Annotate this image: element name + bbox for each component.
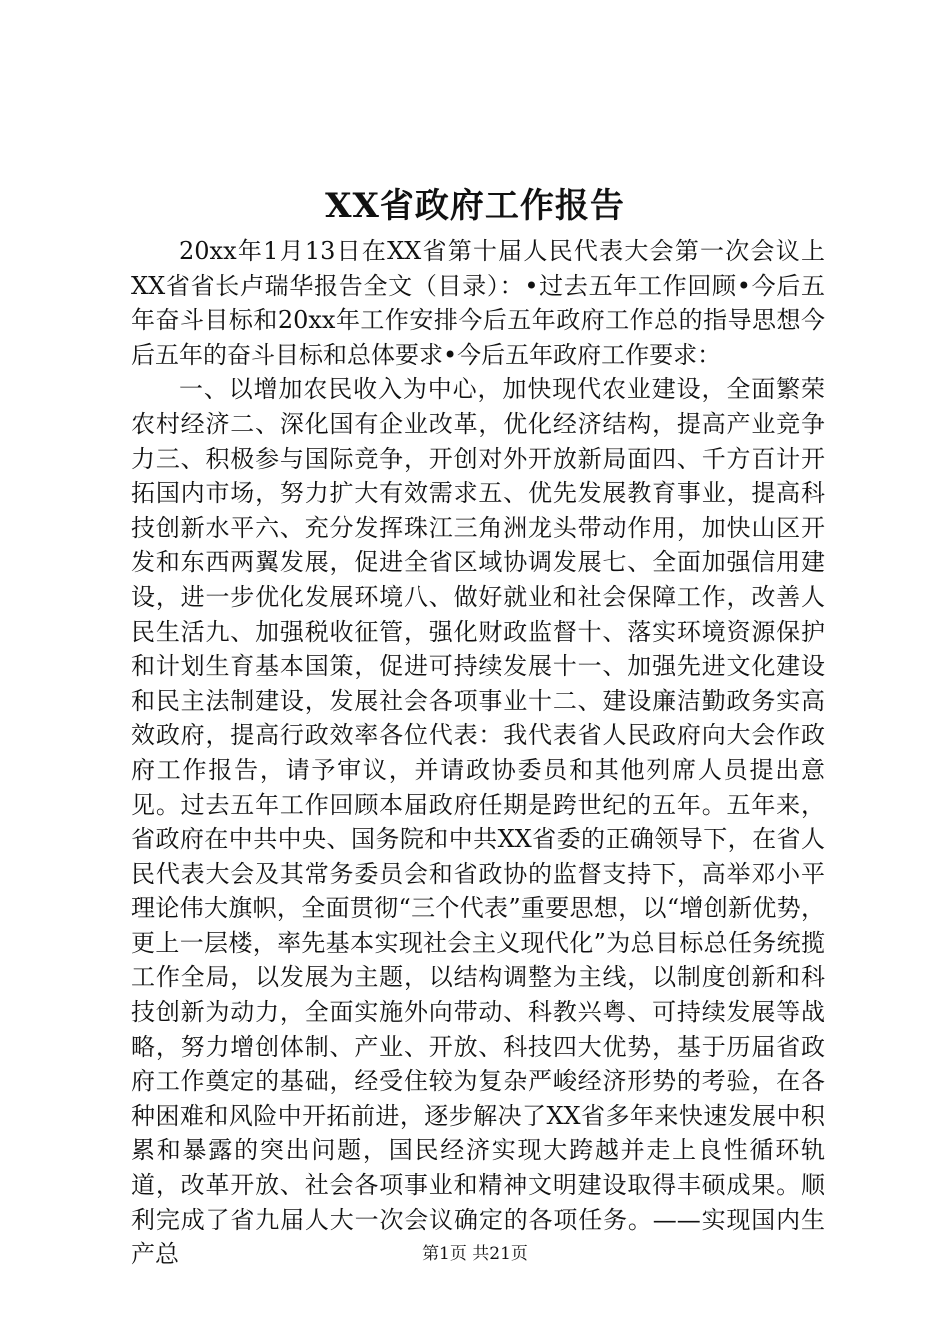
paragraph-intro: 20xx年1月13日在XX省第十届人民代表大会第一次会议上XX省省长卢瑞华报告全文（目录）：•过去五年工作回顾•今后五年奋斗目标和20xx年工作安排今后五年政府工作总的指导思想今后五年的奋斗目标和总体要求•今后五年政府工作要求： — [131, 237, 825, 369]
page-footer: 第1页 共21页 — [422, 1244, 528, 1264]
paragraph-main: 一、以增加农民收入为中心，加快现代农业建设，全面繁荣农村经济二、深化国有企业改革，优化经济结构，提高产业竞争力三、积极参与国际竞争，开创对外开放新局面四、千方百计开拓国内市场，努力扩大有效需求五、优先发展教育事业，提高科技创新水平六、充分发挥珠江三角洲龙头带动作用，加快山区开发和东西两翼发展，促进全省区域协调发展七、全面加强信用建设，进一步优化发展环境八、做好就业和社会保障工作，改善人民生活九、加强税收征管，强化财政监督十、落实环境资源保护和计划生育基本国策，促进可持续发展十一、加强先进文化建设和民主法制建设，发展社会各项事业十二、建设廉洁勤政务实高效政府，提高行政效率各位代表：我代表省人民政府向大会作政府工作报告，请予审议，并请政协委员和其他列席人员提出意见。过去五年工作回顾本届政府任期是跨世纪的五年。五年来，省政府在中共中央、国务院和中共XX省委的正确领导下，在省人民代表大会及其常务委员会和省政协的监督支持下，高举邓小平理论伟大旗帜，全面贯彻“三个代表”重要思想，以“增创新优势，更上一层楼，率先基本实现社会主义现代化”为总目标总任务统揽工作全局，以发展为主题，以结构调整为主线，以制度创新和科技创新为动力，全面实施外向带动、科教兴粤、可持续发展等战略，努力增创体制、产业、开放、科技四大优势，基于历届省政府工作奠定的基础，经受住较为复杂严峻经济形势的考验，在各种困难和风险中开拓前进，逐步解决了XX省多年来快速发展中积累和暴露的突出问题，国民经济实现大跨越并走上良性循环轨道，改革开放、社会各项事业和精神文明建设取得丰硕成果。顺利完成了省九届人大一次会议确定的各项任务。——实现国内生产总 — [131, 375, 825, 1269]
document-body — [131, 234, 825, 1272]
page-title: XX省政府工作报告 — [325, 186, 625, 226]
